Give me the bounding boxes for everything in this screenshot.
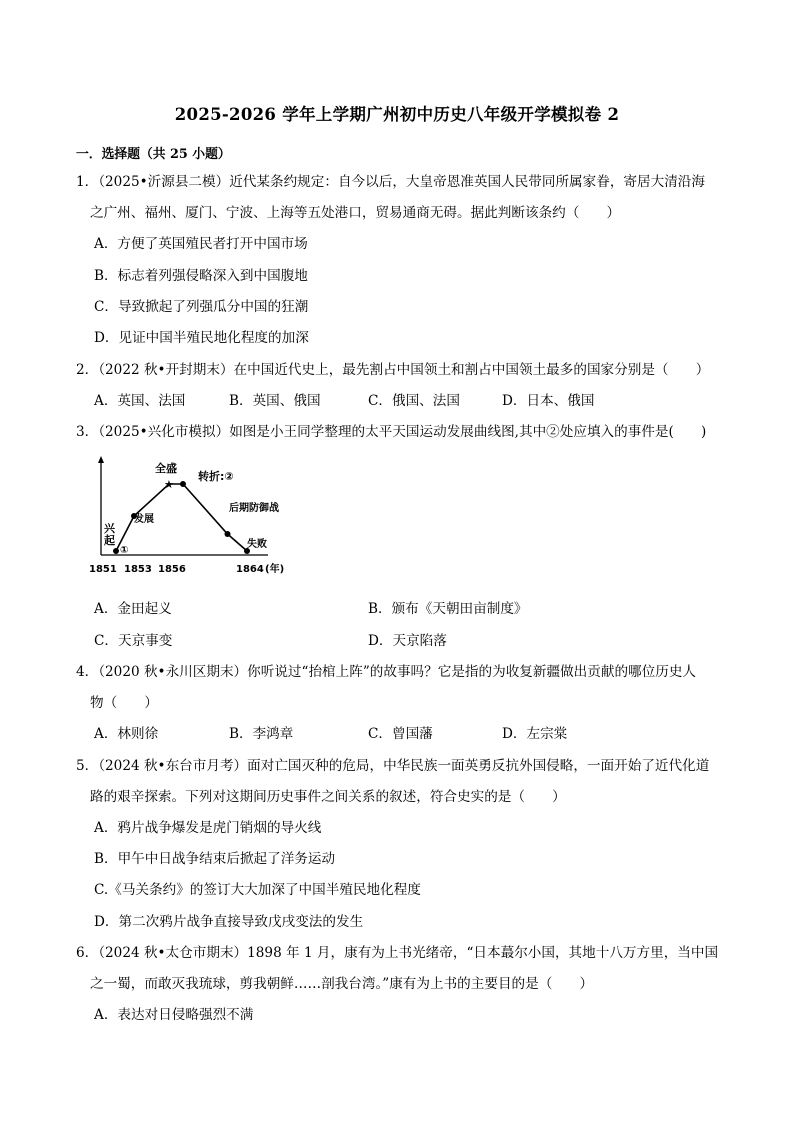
question-2-option-a: A．英国、法国 bbox=[94, 393, 186, 409]
question-1-option-a: A．方便了英国殖民者打开中国市场 bbox=[94, 236, 308, 252]
x-tick-1864: 1864 bbox=[236, 564, 264, 575]
question-1-option-b: B．标志着列强侵略深入到中国腹地 bbox=[94, 268, 308, 284]
question-1-option-c: C．导致掀起了列强瓜分中国的狂潮 bbox=[94, 299, 309, 315]
question-2-option-c: C．俄国、法国 bbox=[368, 393, 460, 409]
question-4-option-d: D．左宗棠 bbox=[502, 726, 568, 742]
question-3-option-d: D．天京陷落 bbox=[368, 633, 447, 649]
question-1-stem-line-1: 1．（2025•沂源县二模）近代某条约规定：自今以后，大皇帝恩准英国人民带同所属家眷，寄居大清沿海 bbox=[76, 174, 705, 190]
x-tick-1851: 1851 bbox=[89, 564, 117, 575]
question-2-option-b: B．英国、俄国 bbox=[229, 393, 321, 409]
question-5-stem-line-2: 路的艰辛探索。下列对这期间历史事件之间关系的叙述，符合史实的是（ ） bbox=[90, 789, 566, 805]
question-4-option-b: B．李鸿章 bbox=[229, 726, 294, 742]
page-title: 2025-2026 学年上学期广州初中历史八年级开学模拟卷 2 bbox=[174, 105, 620, 124]
point-rise bbox=[113, 548, 119, 554]
label-rise-1: 兴 bbox=[104, 522, 115, 535]
question-4-option-c: C．曾国藩 bbox=[368, 726, 433, 742]
x-tick-1853: 1853 bbox=[124, 564, 152, 575]
x-tick-1856: 1856 bbox=[158, 564, 186, 575]
label-marker-1: ① bbox=[120, 545, 129, 556]
y-axis-arrow bbox=[98, 456, 104, 463]
question-5-option-d: D．第二次鸦片战争直接导致戊戌变法的发生 bbox=[94, 914, 364, 930]
question-1-stem-line-2: 之广州、福州、厦门、宁波、上海等五处港口，贸易通商无碍。据此判断该条约（ ） bbox=[90, 205, 621, 221]
question-6-stem-line-2: 之一蜀，而敢灭我琉球，剪我朝鲜……剖我台湾。”康有为上书的主要目的是（ ） bbox=[90, 976, 594, 992]
question-4-stem-line-1: 4．（2020 秋•永川区期末）你听说过“抬棺上阵”的故事吗？它是指的为收复新疆做出贡献的哪位历史人 bbox=[76, 664, 697, 680]
question-1-option-d: D．见证中国半殖民地化程度的加深 bbox=[94, 330, 309, 346]
question-4-stem-line-2: 物（ ） bbox=[90, 695, 158, 711]
x-axis-unit: (年) bbox=[265, 564, 285, 575]
label-turn: 转折:② bbox=[198, 470, 234, 483]
question-5-option-b: B．甲午中日战争结束后掀起了洋务运动 bbox=[94, 851, 336, 867]
question-5-option-c: C.《马关条约》的签订大大加深了中国半殖民地化程度 bbox=[94, 882, 421, 898]
question-6-stem-line-1: 6．（2024 秋•太仓市期末）1898 年 1 月，康有为上书光绪帝，“日本蕞尔小国，其地十八万方里，当中国 bbox=[76, 945, 719, 961]
point-peak: ★ bbox=[164, 478, 174, 491]
label-fail: 失败 bbox=[247, 539, 267, 550]
label-peak: 全盛 bbox=[155, 462, 177, 475]
question-2-option-d: D．日本、俄国 bbox=[502, 393, 595, 409]
question-5-stem-line-1: 5．（2024 秋•东台市月考）面对亡国灭种的危局，中华民族一面英勇反抗外国侵略，一面开始了近代化道 bbox=[76, 758, 710, 774]
question-4-option-a: A．林则徐 bbox=[94, 726, 159, 742]
label-defense: 后期防御战 bbox=[229, 503, 279, 514]
question-3-option-c: C．天京事变 bbox=[94, 633, 173, 649]
question-3-option-b: B．颁布《天朝田亩制度》 bbox=[368, 601, 528, 617]
question-5-option-a: A．鸦片战争爆发是虎门销烟的导火线 bbox=[94, 820, 322, 836]
label-develop: 发展 bbox=[134, 514, 154, 525]
question-3-stem-line-1: 3．（2025•兴化市模拟）如图是小王同学整理的太平天国运动发展曲线图,其中②处应填入的事件是( ) bbox=[76, 424, 707, 440]
taiping-development-chart bbox=[88, 456, 294, 581]
question-2-stem-line-1: 2．（2022 秋•开封期末）在中国近代史上，最先割占中国领土和割占中国领土最多的国家分别是（ ） bbox=[76, 362, 710, 378]
question-6-option-a: A．表达对日侵略强烈不满 bbox=[94, 1007, 254, 1023]
point-defense bbox=[225, 531, 231, 537]
section-heading: 一．选择题（共 25 小题） bbox=[76, 147, 231, 162]
question-3-option-a: A．金田起义 bbox=[94, 601, 172, 617]
label-rise-2: 起 bbox=[104, 534, 115, 547]
point-turn bbox=[180, 481, 186, 487]
